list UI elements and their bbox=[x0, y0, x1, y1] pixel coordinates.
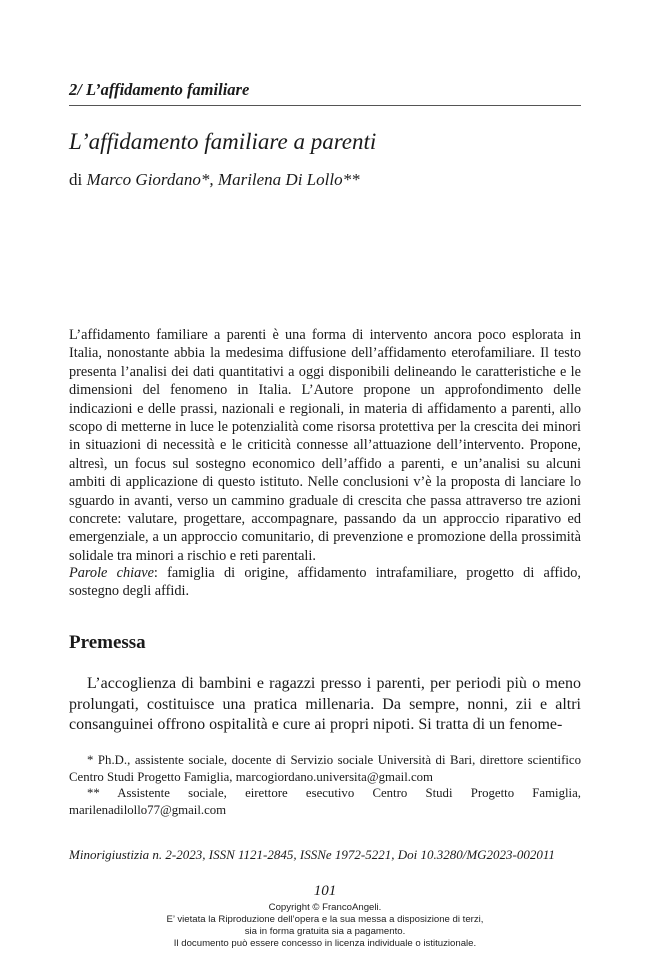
copyright-line-3: sia in forma gratuita sia a pagamento. bbox=[244, 926, 406, 937]
article-title: L’affidamento familiare a parenti bbox=[69, 129, 377, 154]
copyright-line-2: E’ vietata la Riproduzione dell’opera e la sua messa a disposizione di terzi, bbox=[166, 914, 484, 925]
author-names: Marco Giordano*, Marilena Di Lollo** bbox=[86, 170, 360, 189]
copyright-line-4: Il documento può essere concesso in licenza individuale o istituzionale. bbox=[173, 938, 477, 949]
section-heading: Premessa bbox=[69, 632, 146, 653]
journal-citation: Minorigiustizia n. 2-2023, ISSN 1121-2845, ISSNe 1972-5221, Doi 10.3280/MG2023-002011 bbox=[69, 847, 555, 862]
byline bbox=[69, 170, 360, 190]
section-body: L’accoglienza di bambini e ragazzi presso i parenti, per periodi più o meno prolungati, costituisce una pratica millenaria. Da sempre, nonni, zii e altri consanguinei offrono ospitalità e cure ai propri nipoti. Si tratta di un fenome- bbox=[69, 675, 581, 733]
header-rule bbox=[69, 105, 581, 106]
byline-prefix: di bbox=[69, 170, 83, 189]
page-number: 101 bbox=[313, 883, 337, 899]
keywords-label: Parole chiave bbox=[69, 565, 154, 581]
section-label: 2/ L’affidamento familiare bbox=[69, 80, 250, 99]
footnotes bbox=[69, 752, 581, 818]
keywords-text: : famiglia di origine, affidamento intrafamiliare, progetto di affido, sostegno degli affidi. bbox=[69, 565, 581, 600]
footnote-1: * Ph.D., assistente sociale, docente di Servizio sociale Università di Bari, direttore scientifico Centro Studi Progetto Famiglia, marcogiordano.universita@gmail.com bbox=[69, 753, 581, 784]
keywords bbox=[69, 564, 581, 601]
copyright-notice bbox=[0, 902, 650, 950]
copyright-line-1: Copyright © FrancoAngeli. bbox=[268, 902, 382, 913]
abstract: L’affidamento familiare a parenti è una forma di intervento ancora poco esplorata in Italia, nonostante abbia la medesima diffusione dell’affidamento eterofamiliare. Il testo presenta l’analisi dei dati quantitativi a oggi disponibili delineando le caratteristiche e le dimensioni del fenomeno in Italia. L’Autore propone un approfondimento delle indicazioni e delle prassi, nazionali e regionali, in materia di affidamento a parenti, allo scopo di metterne in luce le potenzialità come risorsa protettiva per la crescita dei minori in situazioni di necessità e le criticità connesse all’attuazione dell’intervento. Propone, altresì, un focus sul sostegno economico dell’affido a parenti, e un’analisi su alcuni ambiti di applicazione di questo istituto. Nelle conclusioni v’è la proposta di lanciare lo sguardo in avanti, verso un cammino graduale di crescita che passa attraverso tre azioni concrete: valutare, progettare, accompagnare, passando da un approccio riparativo ed emergenziale, a un approccio comunitario, di prevenzione e promozione della prossimità solidale tra minori a rischio e reti parentali. bbox=[69, 327, 581, 564]
footnote-2: ** Assistente sociale, eirettore esecutivo Centro Studi Progetto Famiglia, marilenadilollo77@gmail.com bbox=[69, 786, 581, 817]
